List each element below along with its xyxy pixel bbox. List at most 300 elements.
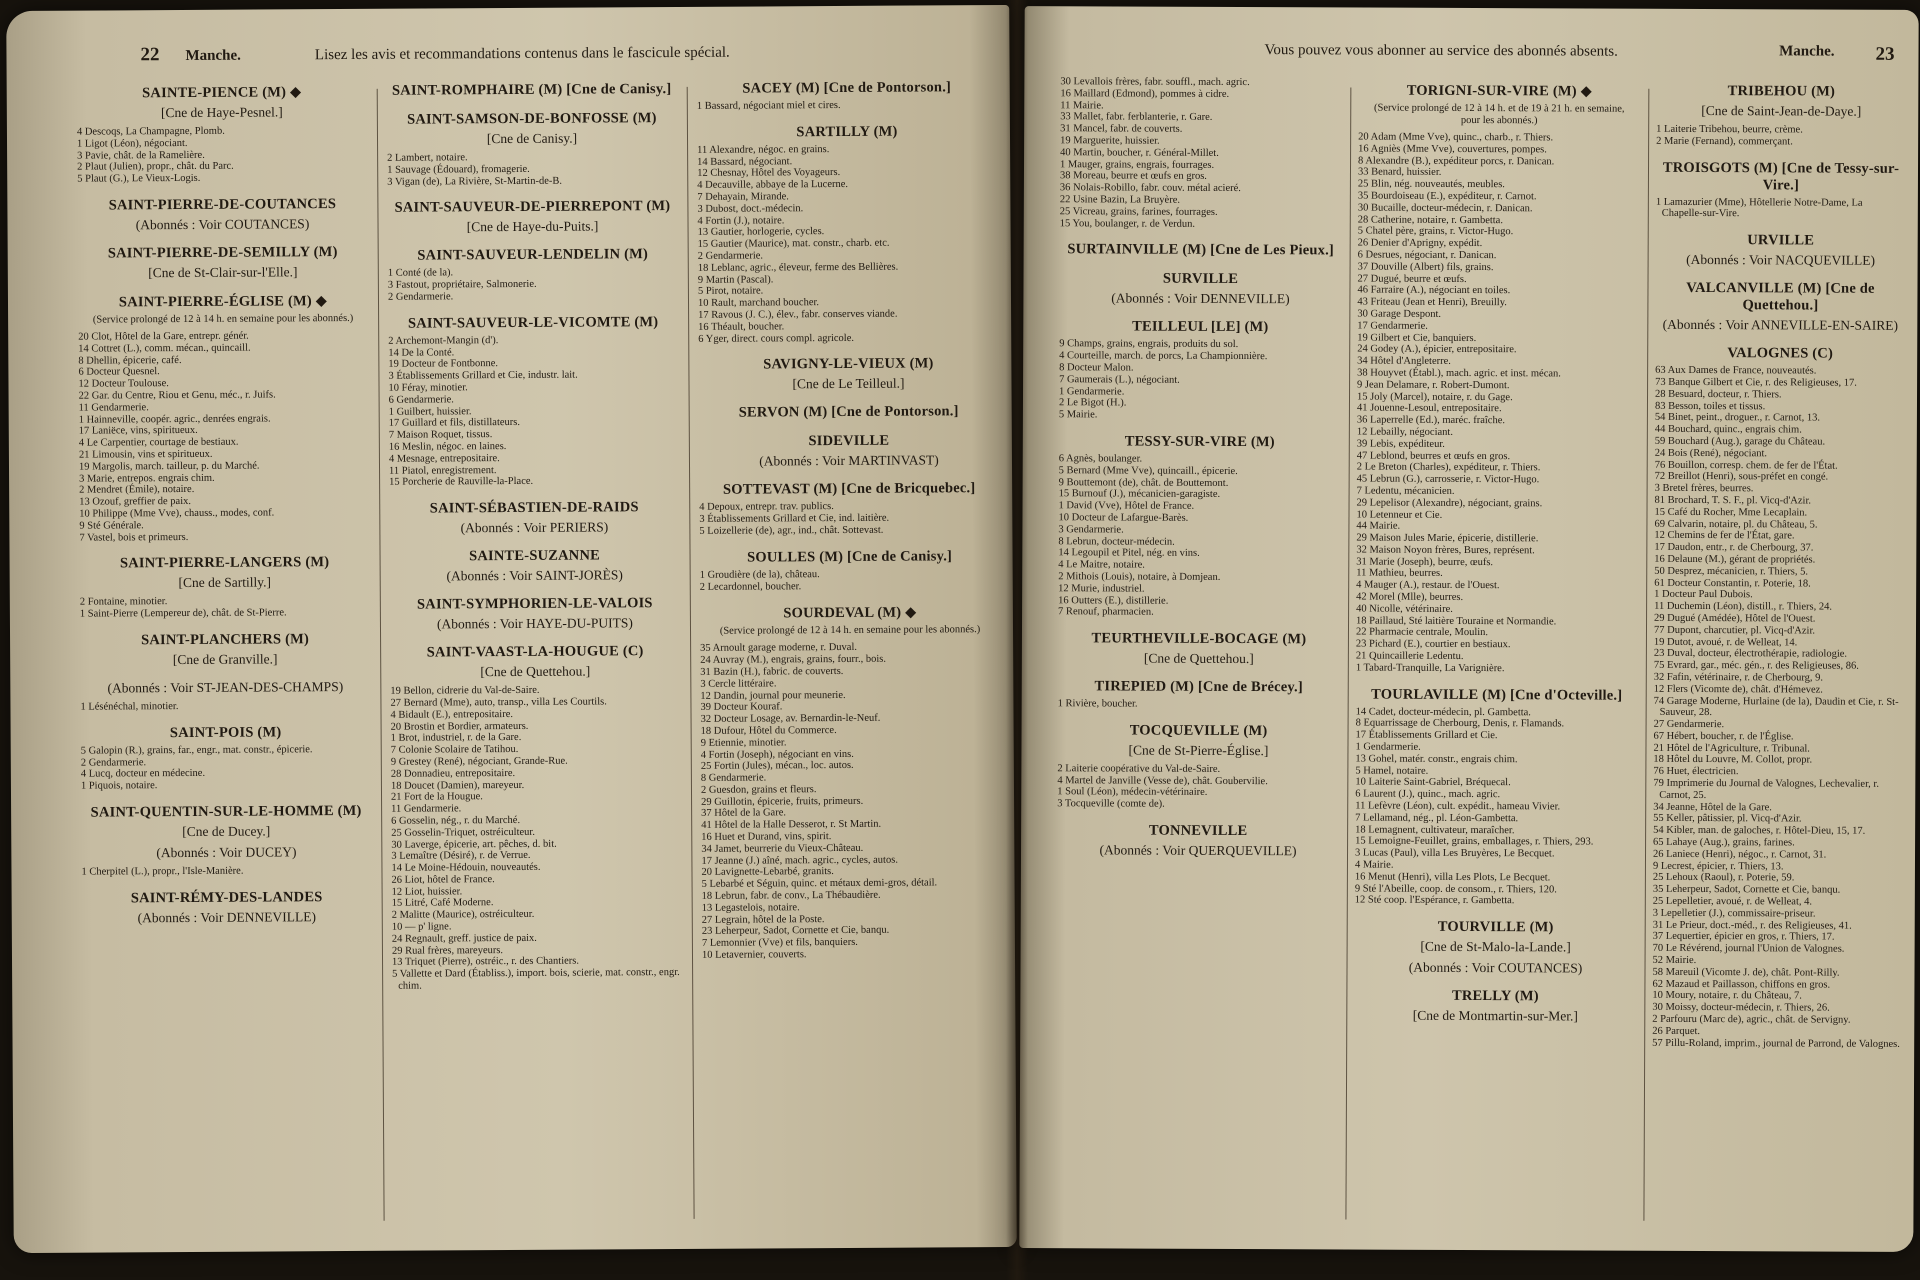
subscriber-list [387,151,677,188]
subscriber-line: 36 Laperrelle (Ed.), maréc. fraîche. [1356,414,1506,427]
left-column-1 [77,79,374,1235]
locality-title: SAINT-SAUVEUR-LENDELIN (M) [417,246,649,264]
subscriber-line: 10 Moury, notaire, r. du Château, 7. [1652,990,1802,1002]
subscriber-line: 1 Hainneville, coopér. agric., denrées engrais. [78,413,271,426]
subscriber-line: 25 Gosselin-Triquet, ostréiculteur. [391,826,535,839]
subscriber-line: 27 Gendarmerie. [1653,718,1725,731]
subscriber-line: 2 Laiterie coopérative du Val-de-Saire. [1057,763,1221,775]
subscriber-line: 31 Le Prieur, doct.-méd., r. des Religieuses, 41. [1652,919,1852,932]
directory-entry [388,246,678,303]
subscriber-line: 16 Agniès (Mme Vve), couvertures, pompes. [1358,143,1547,156]
subscriber-line: 26 Parquet. [1652,1025,1701,1037]
service-note: (Service prolongé de 12 à 14 h. et de 19 à 21 h. en semaine, pour les abonnés.) [1374,102,1625,127]
subscriber-line: 3 Lucas (Paul), villa Les Bruyères, Le Becquet. [1354,847,1555,860]
subscriber-line: 9 Etiennie, minotier. [700,737,787,749]
subscriber-line: 67 Hébert, boucher, r. de l'Église. [1653,730,1794,743]
subscriber-list [81,865,371,879]
subscriber-list [700,641,1002,961]
subscriber-line: 34 Hôtel d'Angleterre. [1357,355,1451,368]
locality-title: TRIBEHOU (M) [1727,83,1836,100]
locality-title: SAINT-SAUVEUR-LE-VICOMTE (M) [407,313,659,332]
subscriber-line: 15 You, boulanger, r. de Verdun. [1059,217,1196,230]
subscriber-line: 10 Docteur de Lafargue-Barès. [1058,512,1189,524]
subscriber-line: 18 Paillaud, Sté laitière Touraine et Normandie. [1356,615,1557,628]
subscriber-line: 37 Douville (Albert) fils, grains. [1357,261,1494,273]
running-head: Manche. [1779,43,1835,60]
subscriber-line: 5 Hamel, notaire. [1355,765,1429,777]
directory-entry [697,79,997,113]
locality-title: SAINTE-PIENCE (M) ◆ [142,84,302,102]
subscriber-line: 10 Philippe (Mme Vve), chauss., modes, conf. [79,507,275,520]
right-page [1019,6,1918,1252]
locality-title: SAINT-SYMPHORIEN-LE-VALOIS [416,595,653,613]
subscriber-line: 1 Conté (de la). [387,267,454,280]
subscriber-line: 15 Litré, Café Moderne. [391,897,494,910]
locality-title: SAINTE-SUZANNE [469,547,601,565]
subscriber-line: 2 Mendret (Émile), notaire. [79,484,195,496]
subscriber-line: 14 De la Conté. [388,346,455,359]
locality-title: TEURTHEVILLE-BOCAGE (M) [1091,630,1307,648]
subscriber-line: 5 Lebarbé et Séguin, quinc. et métaux demi-gros, détail. [701,877,938,891]
subscriber-line: 5 Mairie. [1058,409,1098,421]
subscriber-line: 9 Grestey (René), négociant, Grande-Rue. [390,755,568,768]
subscriber-line: 35 Leherpeur, Sadot, Cornette et Cie, banqu. [1652,884,1841,896]
page-number: 23 [1875,43,1895,65]
subscriber-line: 2 Lecardonnel, boucher. [699,580,802,593]
subscriber-line: 55 Keller, pâtissier, pl. Vicq-d'Azir. [1653,813,1802,825]
subscriber-line: 17 Jeanne (J.) aîné, mach. agric., cycles, autos. [701,854,898,867]
directory-entry [1354,919,1636,977]
subscriber-line: 4 Fortin (Joseph), négociant en vins. [700,748,854,761]
service-note: (Service prolongé de 12 à 14 h. en semaine pour les abonnés.) [92,312,354,326]
subscriber-note: (Abonnés : Voir DUCEY) [156,844,297,861]
locality-subtitle: [Cne de Haye-Pesnel.] [160,104,283,121]
subscriber-line: 7 Lemonnier (Vve) et fils, banquiers. [701,937,858,950]
subscriber-line: 2 Plaut (Julien), propr., chât. du Parc. [77,161,234,174]
subscriber-line: 28 Catherine, notaire, r. Gambetta. [1357,214,1504,226]
subscriber-line: 21 Hôtel de l'Agriculture, r. Tribunal. [1653,742,1810,755]
subscriber-line: 47 Leblond, beurres et œufs en gros. [1356,450,1511,462]
subscriber-line: 2 Fontaine, minotier. [79,596,168,608]
subscriber-line: 5 Vallette et Dard (Établiss.), import. bois, scierie, mat. constr., engr. chim. [392,967,680,992]
locality-title: URVILLE [1747,232,1815,249]
subscriber-line: 18 Dufour, Hôtel du Commerce. [700,724,837,737]
subscriber-line: 30 Moissy, docteur-médecin, r. Thiers, 26. [1652,1002,1830,1014]
subscriber-line: 11 Piatol, enregistrement. [388,464,497,477]
right-column-2 [1353,78,1640,1233]
locality-title: TONNEVILLE [1148,822,1248,840]
subscriber-line: 27 Dugué, beurre et œufs. [1357,273,1467,285]
subscriber-line: 1 Piquois, notaire. [80,780,158,792]
subscriber-line: 10 — p' ligne. [391,921,452,933]
subscriber-line: 31 Bazin (H.), fabric. de couverts. [700,665,844,678]
subscriber-line: 8 Alexandre (B.), expéditeur porcs, r. Danican. [1358,155,1555,167]
subscriber-line: 17 Guillard et fils, distillateurs. [388,417,521,430]
locality-title: SACEY (M) [Cne de Pontorson.] [742,79,952,97]
subscriber-line: 4 Decauville, abbaye de la Lucerne. [697,179,849,192]
subscriber-list [1058,698,1340,711]
subscriber-line: 34 Jeanne, Hôtel de la Gare. [1653,801,1772,813]
subscriber-list [1652,365,1905,1050]
directory-entry [80,554,370,620]
subscriber-line: 19 Margolis, march. tailleur, p. du Marché. [78,460,260,473]
subscriber-line: 15 Porcherie de Rauville-la-Place. [389,476,534,489]
subscriber-line: 39 Docteur Kouraf. [700,701,783,714]
subscriber-line: 41 Jouenne-Lesoul, entrepositaire. [1356,402,1502,415]
running-head: Manche. [185,47,241,64]
subscriber-line: 1 Docteur Paul Dubois. [1654,589,1753,601]
directory-entry [1655,280,1905,334]
subscriber-line: 1 Brot, industriel, r. de la Gare. [390,732,522,745]
subscriber-line: 2 Archemont-Mangin (d'). [388,334,499,347]
directory-entry [80,679,370,714]
locality-title: SAINT-SÉBASTIEN-DE-RAIDS [429,499,639,517]
subscriber-list [1356,132,1640,676]
subscriber-line: 65 Lahaye (Aug.), grains, farines. [1653,836,1795,849]
subscriber-line: 21 Quincaillerie Ledentu. [1355,650,1464,663]
subscriber-list [1060,76,1343,231]
subscriber-line: 34 Jamet, beurrerie du Vieux-Château. [701,842,864,855]
directory-entry [80,631,370,669]
subscriber-line: 30 Garage Despont. [1357,308,1442,320]
subscriber-line: 2 Lambert, notaire. [387,152,468,164]
subscriber-line: 1 Bassard, négociant miel et cires. [696,99,841,112]
subscriber-line: 35 Arnoult garage moderne, r. Duval. [700,642,858,655]
subscriber-line: 2 Le Breton (Charles), expéditeur, r. Thiers. [1356,461,1541,474]
subscriber-line: 6 Desrues, négociant, r. Danican. [1357,249,1497,262]
subscriber-line: 3 Lemaître (Désiré), r. de Verrue. [391,850,531,863]
subscriber-line: 41 Hôtel de la Halle Desserot, r. St Martin. [701,819,882,832]
subscriber-line: 9 Bouttemont (de), chât. de Bouttemont. [1058,476,1229,489]
subscriber-line: 10 Letavernier, couverts. [701,949,807,961]
subscriber-line: 21 Limousin, vins et spiritueux. [78,448,213,461]
subscriber-line: 16 Delaune (M.), gérant de propriétés. [1654,553,1816,566]
directory-entry [700,548,1000,593]
directory-entry [699,403,999,422]
subscriber-line: 2 Gendarmerie. [387,291,454,303]
locality-subtitle: (Abonnés : Voir NACQUEVILLE) [1686,252,1876,268]
locality-subtitle: (Abonnés : Voir DENNEVILLE) [1111,290,1290,307]
column-divider [687,87,695,1219]
subscriber-line: 12 Flers (Vicomte de), chât. d'Hémevez. [1653,683,1823,696]
subscriber-line: 1 Cherpitel (L.), propr., l'Isle-Manière. [81,865,244,878]
column-divider [377,89,385,1221]
subscriber-line: 58 Mareuil (Vicomte J. de), chât. Pont-Rilly. [1652,966,1840,979]
subscriber-line: 18 Lebrun, fabr. de conv., La Thébaudière. [701,889,881,902]
locality-subtitle: [Cne de Granville.] [172,651,278,667]
subscriber-line: 17 Ravous (J. C.), élev., fabr. conserves viande. [698,308,898,321]
locality-title: SURTAINVILLE (M) [Cne de Les Pieux.] [1067,241,1334,259]
subscriber-line: 73 Banque Gilbert et Cie, r. des Religieuses, 17. [1655,376,1857,389]
subscriber-line: 4 Mesnage, entrepositaire. [388,452,500,465]
directory-entry [1058,433,1341,619]
subscriber-line: 16 Théault, boucher. [698,321,785,333]
locality-subtitle: (Abonnés : Voir HAYE-DU-PUITS) [436,615,633,632]
subscriber-line: 4 Fortin (J.), notaire. [697,214,785,227]
subscriber-line: 1 Groudière (de la), château. [699,568,820,581]
directory-entry [390,547,680,585]
subscriber-line: 32 Maison Noyon frères, Bures, représent. [1356,544,1535,557]
subscriber-line: 4 Lucq, docteur en médecine. [80,768,206,780]
subscriber-line: 22 Gar. du Centre, Riou et Genu, méc., r. Juifs. [78,389,276,402]
subscriber-line: 11 Gendarmerie. [391,803,462,815]
subscriber-list [80,595,370,620]
subscriber-line: 8 Lebrun, docteur-médecin. [1058,535,1175,548]
directory-entry [81,803,371,879]
subscriber-line: 13 Gautier, horlogerie, cycles. [697,226,825,239]
directory-entry [1656,232,1906,269]
subscriber-line: 12 Murie, industriel. [1058,582,1145,595]
subscriber-line: 69 Calvarin, notaire, pl. du Château, 5. [1654,518,1818,531]
locality-title: SAINT-ROMPHAIRE (M) [Cne de Canisy.] [391,81,672,99]
subscriber-line: 40 Nicolle, vétérinaire. [1356,603,1453,615]
subscriber-line: 39 Lebis, expéditeur. [1356,438,1445,450]
locality-title: SAINT-PIERRE-ÉGLISE (M) ◆ [118,293,328,311]
subscriber-line: 63 Aux Dames de France, nouveautés. [1655,364,1817,377]
subscriber-line: 20 Lavignette-Lebarbé, granits. [701,866,834,879]
subscriber-line: 5 Pirot, notaire. [697,285,764,298]
subscriber-line: 7 Vastel, bois et primeurs. [79,531,189,544]
subscriber-line: 81 Brochard, T. S. F., pl. Vicq-d'Azir. [1654,494,1812,507]
directory-entry [387,110,677,188]
subscriber-line: 9 Champs, grains, engrais, produits du sol. [1059,338,1239,351]
subscriber-line: 13 Triquet (Pierre), ostréic., r. des Chantiers. [392,956,580,969]
subscriber-line: 20 Brostin et Bordier, armateurs. [390,720,529,733]
locality-title: SERVON (M) [Cne de Pontorson.] [738,403,959,421]
subscriber-line: 2 Marie (Fernand), commerçant. [1656,135,1793,148]
subscriber-line: 8 Dhellin, épicerie, café. [78,354,182,367]
subscriber-line: 1 Rivière, boucher. [1057,698,1138,710]
subscriber-line: 9 Lecrest, épicier, r. Thiers, 13. [1652,860,1784,873]
subscriber-line: 4 Courteille, march. de porcs, La Championnière. [1059,350,1268,363]
subscriber-line: 15 Joly (Marcel), notaire, r. du Gage. [1356,391,1513,403]
locality-subtitle: [Cne de Quettehou.] [480,663,591,680]
subscriber-line: 76 Bouillon, corresp. chem. de fer de l'État. [1654,459,1838,472]
subscriber-line: 7 Maison Roquet, tissus. [388,429,493,441]
subscriber-line: 54 Kibler, man. de galoches, r. Hôtel-Dieu, 15, 17. [1653,825,1866,837]
subscriber-list [1656,124,1906,149]
locality-subtitle: (Abonnés : Voir ST-JEAN-DES-CHAMPS) [107,678,344,696]
subscriber-list [78,330,369,544]
subscriber-line: 3 Lepelletier (J.), commissaire-priseur. [1652,907,1816,920]
subscriber-line: 9 Sté l'Abeille, coop. de consom., r. Thiers, 120. [1354,883,1557,895]
locality-subtitle: [Cne de Le Teilleul.] [792,375,905,392]
subscriber-line: 17 Établissements Grillard et Cie. [1355,729,1498,742]
subscriber-line: 11 Lefèvre (Léon), cult. expédit., hameau Vivier. [1355,800,1561,813]
service-note: (Service prolongé de 12 à 14 h. en semaine pour les abonnés.) [719,624,981,638]
subscriber-line: 13 Ozouf, greffier de paix. [79,496,192,508]
locality-title: SOTTEVAST (M) [Cne de Bricquebec.] [722,480,976,499]
locality-title: SAINT-PIERRE-DE-COUTANCES [108,196,337,214]
subscriber-line: 1 Lamazurier (Mme), Hôtellerie Notre-Dame, La Chapelle-sur-Vire. [1655,196,1863,220]
subscriber-line: 10 Rault, marchand boucher. [697,297,820,310]
subscriber-line: 18 Doucet (Damien), mareyeur. [390,779,525,792]
subscriber-line: 3 Marie, entrepos. engrais chim. [79,472,215,485]
locality-title: SAINT-QUENTIN-SUR-LE-HOMME (M) [90,802,362,821]
directory-entry [81,724,371,793]
subscriber-line: 1 Laiterie Tribehou, beurre, crème. [1656,123,1803,136]
subscriber-list [1057,763,1339,811]
subscriber-line: 6 Docteur Quesnel. [78,366,160,379]
subscriber-line: 31 Marie (Joseph), beurre, œufs. [1356,556,1494,568]
directory-entry [1355,686,1638,908]
left-column-2 [387,77,684,1233]
subscriber-list [390,684,682,992]
subscriber-line: 14 Legoupil et Pitel, nég. en vins. [1058,547,1200,560]
subscriber-line: 3 Cercle littéraire. [700,678,777,690]
subscriber-line: 6 Gosselin, nég., r. du Marché. [391,814,521,827]
book-gutter [1006,0,1028,1280]
subscriber-line: 15 Burnouf (J.), mécanicien-garagiste. [1058,488,1221,501]
subscriber-line: 14 Bassard, négociant. [697,155,793,168]
subscriber-line: 5 Plaut (G.), Le Vieux-Logis. [77,173,201,185]
directory-entry [699,480,999,537]
subscriber-line: 57 Pillu-Roland, imprim., journal de Parrond, de Valognes. [1652,1037,1900,1050]
subscriber-line: 3 Tocqueville (comte de). [1057,798,1165,810]
directory-entry [77,196,367,234]
subscriber-line: 1 Lésénéchal, minotier. [80,700,179,713]
subscriber-line: 4 Martel de Janville (Vesse de), chât. Goubervilie. [1057,774,1268,787]
directory-entry [1057,722,1339,811]
subscriber-line: 29 Maison Jules Marie, épicerie, distillerie. [1356,532,1539,545]
locality-subtitle: [Cne de Ducey.] [182,823,271,839]
locality-title: TRELLY (M) [1451,988,1539,1005]
locality-subtitle: [Cne de St-Malo-la-Lande.] [1420,938,1571,955]
subscriber-line: 16 Maillard (Edmond), pommes à cidre. [1060,88,1230,100]
subscriber-line: 1 Gendarmerie. [1059,385,1125,398]
subscriber-line: 30 Laverge, épicerie, art. pêches, d. bit. [391,838,557,851]
locality-subtitle: (Abonnés : Voir PERIERS) [460,519,609,536]
locality-title: SOULLES (M) [Cne de Canisy.] [747,548,953,566]
subscriber-line: 3 Établissements Grillard et Cie, ind. laitière. [699,512,890,525]
subscriber-line: 4 Mairie. [1354,859,1394,871]
subscriber-line: 38 Moreau, beurre et œufs en gros. [1059,170,1207,183]
directory-entry [389,499,679,537]
subscriber-line: 24 Regnault, greff. justice de paix. [391,932,537,945]
subscriber-list [81,744,371,793]
subscriber-line: 4 Bidault (E.), entrepositaire. [390,708,514,721]
subscriber-line: 8 Equarrissage de Cherbourg, Denis, r. Flamands. [1355,717,1565,730]
subscriber-line: 16 Menut (Henri), villa Les Plots, Le Becquet. [1354,871,1551,884]
subscriber-line: 61 Docteur Constantin, r. Poterie, 18. [1654,577,1811,590]
subscriber-line: 3 Établissements Grillard et Cie, industr. lait. [388,369,578,382]
subscriber-line: 22 Usine Bazin, La Bruyère. [1059,194,1181,206]
subscriber-line: 44 Bouchard, quinc., engrais chim. [1654,423,1802,436]
subscriber-line: 31 Mancel, fabr. de couverts. [1060,123,1183,135]
subscriber-line: 4 Depoux, entrepr. trav. publics. [699,501,834,514]
directory-entry [1356,82,1641,676]
subscriber-line: 12 Dandin, journal pour meunerie. [700,689,846,702]
subscriber-line: 30 Levallois frères, fabr. souffl., mach. agric. [1060,76,1250,89]
subscriber-line: 7 Lellamand, nég., pl. Léon-Gambetta. [1355,812,1519,825]
directory-entry [1656,159,1906,221]
subscriber-line: 20 Clot, Hôtel de la Gare, entrepr. génér. [78,330,249,343]
directory-entry [78,244,368,282]
subscriber-line: 32 Fafin, vétérinaire, r. de Cherbourg, 9. [1653,671,1824,684]
locality-title: SAINT-POIS (M) [169,724,282,741]
subscriber-line: 3 Dubost, doct.-médecin. [697,202,804,215]
subscriber-line: 6 Gendarmerie. [388,394,454,406]
subscriber-line: 3 Gendarmerie. [1058,523,1124,536]
subscriber-line: 1 Tabard-Tranquille, La Varignière. [1355,662,1505,675]
locality-title: SAVIGNY-LE-VIEUX (M) [763,355,934,373]
right-column-1 [1055,76,1342,1231]
subscriber-line: 25 Lehoux (Raoul), r. Poterie, 59. [1652,872,1795,884]
subscriber-list [80,700,370,714]
locality-title: TOURVILLE (M) [1437,919,1554,936]
directory-entry [390,595,680,633]
subscriber-list [1058,453,1341,619]
subscriber-list [697,143,998,345]
subscriber-list [1355,706,1638,908]
subscriber-line: 1 Ligot (Léon), négociant. [76,137,188,150]
directory-entry [1059,271,1341,308]
locality-subtitle: (Abonnés : Voir DENNEVILLE) [137,908,316,925]
subscriber-line: 10 Féray, minotier. [388,382,468,394]
subscriber-line: 9 Jean Delamare, r. Robert-Dumont. [1357,379,1510,391]
subscriber-line: 15 Lemoigne-Feuillet, grains, emballages, r. Thiers, 293. [1355,835,1594,848]
subscriber-line: 19 Docteur de Fontbonne. [388,358,499,371]
directory-entry [698,355,998,393]
locality-subtitle: (Abonnés : Voir MARTINVAST) [759,452,939,469]
locality-subtitle: [Cne de Montmartin-sur-Mer.] [1412,1007,1578,1024]
directory-entry [82,889,372,927]
subscriber-line: 26 Denier d'Aprigny, expédit. [1357,237,1483,250]
subscriber-line: 70 Le Révérend, journal l'Union de Valognes. [1652,943,1845,955]
page-notice: Lisez les avis et recommandations contenus dans le fascicule spécial. [314,44,730,64]
subscriber-line: 15 Café du Rocher, Mme Lecaplain. [1654,506,1808,519]
subscriber-line: 12 Chesnay, Hôtel des Voyageurs. [697,167,841,180]
subscriber-line: 7 Gaumerais (L.), négociant. [1059,373,1180,386]
subscriber-note: (Abonnés : Voir COUTANCES) [1408,959,1583,976]
subscriber-line: 32 Docteur Losage, av. Bernardin-le-Neuf. [700,712,881,725]
subscriber-line: 25 Vicreau, grains, farines, fourrages. [1059,205,1218,218]
subscriber-list [699,500,999,537]
subscriber-line: 24 Auvray (M.), engrais, grains, fourr., bois. [700,653,886,666]
directory-entry [1058,678,1340,711]
subscriber-line: 1 Sauvage (Édouard), fromagerie. [387,163,530,176]
subscriber-line: 7 Ledentu, mécanicien. [1356,485,1455,497]
subscriber-line: 9 Sté Générale. [79,519,144,532]
locality-subtitle: [Cne de St-Clair-sur-l'Elle.] [148,264,298,281]
locality-subtitle: (Abonnés : Voir COUTANCES) [135,216,310,233]
subscriber-list [388,334,679,489]
subscriber-line: 23 Duval, docteur, électrothérapie, radiologie. [1653,648,1848,660]
subscriber-line: 4 Descoqs, La Champagne, Plomb. [76,125,225,138]
locality-subtitle: [Cne de Sartilly.] [178,574,271,591]
subscriber-line: 21 Fort de la Hougue. [390,791,483,804]
locality-title: VALCANVILLE (M) [Cne de Quettehou.] [1686,280,1875,314]
directory-entry [77,83,368,186]
subscriber-line: 26 Laniece (Henri), négoc., r. Carnot, 31. [1652,848,1827,861]
subscriber-line: 14 Le Moine-Hédouin, nouveautés. [391,861,541,874]
subscriber-line: 11 Alexandre, négoc. en grains. [697,143,830,156]
directory-entry [1058,630,1340,667]
subscriber-line: 3 Vigan (de), La Rivière, St-Martin-de-B. [387,175,563,188]
subscriber-line: 29 Guillotin, épicerie, fruits, primeurs. [701,795,864,808]
directory-entry [1354,988,1636,1025]
subscriber-line: 50 Desprez, mécanicien, r. Thiers, 5. [1654,565,1809,578]
directory-entry [387,81,677,100]
subscriber-line: 14 Cadet, docteur-médecin, pl. Gambetta. [1355,706,1531,718]
locality-title: SAINT-VAAST-LA-HOUGUE (C) [426,643,644,661]
subscriber-line: 25 Lepelletier, avoué, r. de Welleat, 4. [1652,895,1813,908]
subscriber-line: 26 Liot, hôtel de France. [391,873,495,886]
subscriber-line: 43 Friteau (Jean et Henri), Breuilly. [1357,296,1507,309]
subscriber-line: 83 Besson, toiles et tissus. [1654,400,1766,412]
subscriber-line: 12 Sté coop. l'Espérance, r. Gambetta. [1354,894,1515,907]
directory-entry [1656,83,1906,149]
